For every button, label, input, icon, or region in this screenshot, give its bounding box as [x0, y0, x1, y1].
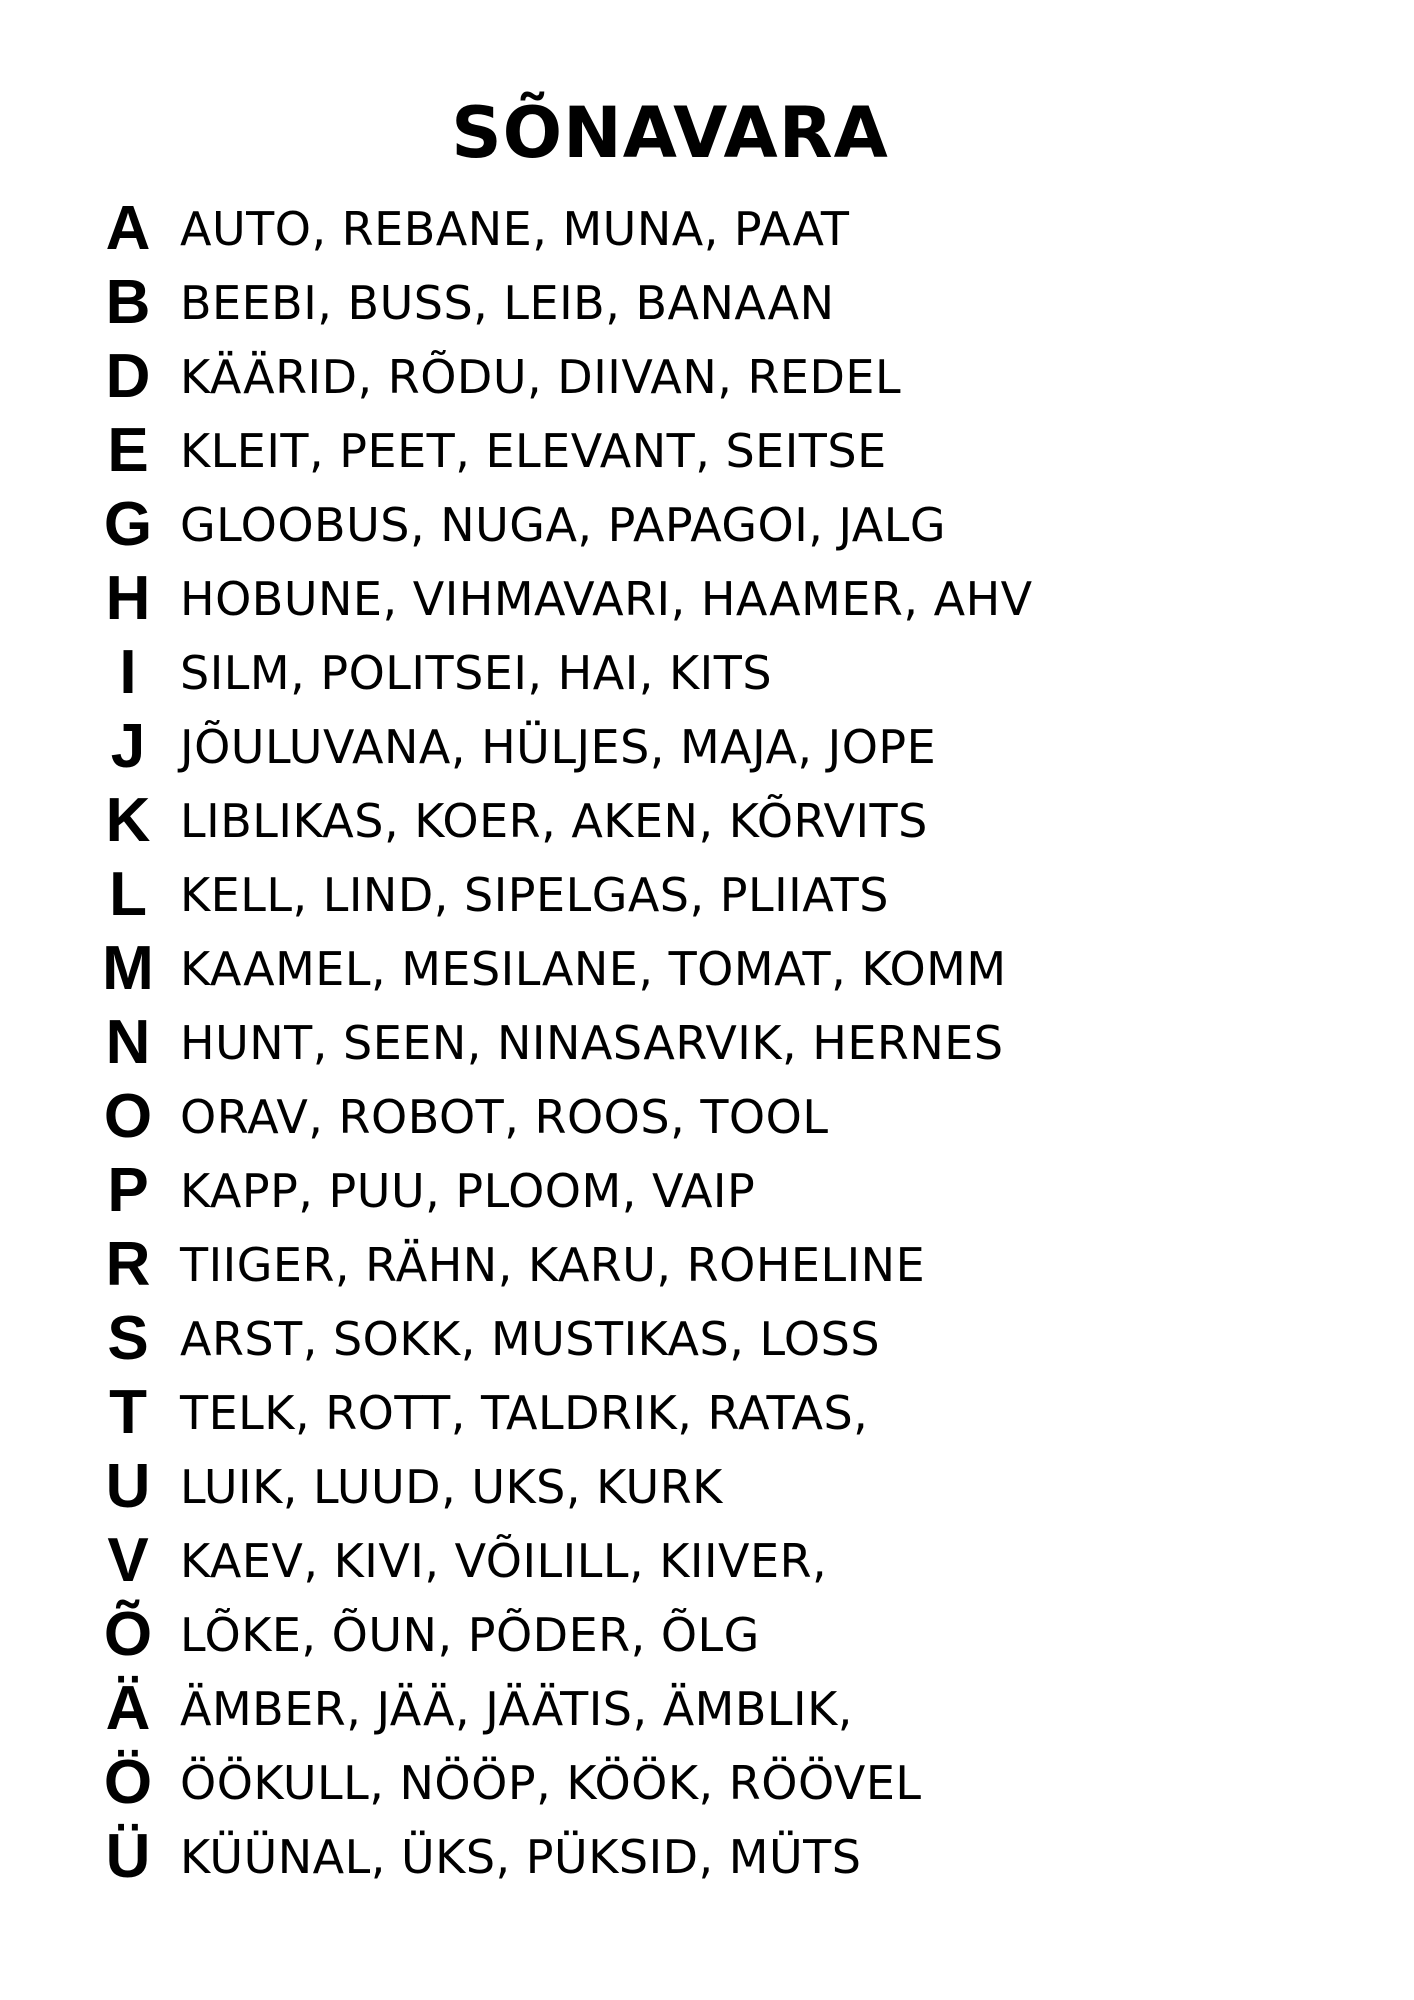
row-words: KLEIT, PEET, ELEVANT, SEITSE: [180, 424, 887, 478]
row-words: KELL, LIND, SIPELGAS, PLIIATS: [180, 868, 889, 922]
row-letter: P: [107, 1156, 149, 1225]
row-letter: S: [107, 1304, 149, 1373]
row-letter: L: [109, 860, 147, 929]
row-words: KÄÄRID, RÕDU, DIIVAN, REDEL: [180, 350, 902, 404]
row-words: TIIGER, RÄHN, KARU, ROHELINE: [180, 1238, 926, 1292]
list-item: [92, 1746, 1033, 1820]
row-letter: I: [119, 638, 137, 707]
list-item: [92, 1006, 1033, 1080]
row-letter: Ö: [103, 1748, 153, 1817]
row-words: KAPP, PUU, PLOOM, VAIP: [180, 1164, 756, 1218]
row-letter: H: [105, 564, 151, 633]
list-item: [92, 414, 1033, 488]
list-item: [92, 858, 1033, 932]
row-letter: M: [102, 934, 154, 1003]
list-item: [92, 1080, 1033, 1154]
row-words: JÕULUVANA, HÜLJES, MAJA, JOPE: [180, 720, 937, 774]
vocabulary-list: [92, 192, 1033, 1894]
page-title: SÕNAVARA: [451, 91, 889, 174]
list-item: [92, 192, 1033, 266]
row-letter: O: [103, 1082, 153, 1151]
row-words: ORAV, ROBOT, ROOS, TOOL: [180, 1090, 829, 1144]
row-letter: E: [107, 416, 149, 485]
list-item: [92, 1450, 1033, 1524]
row-words: KÜÜNAL, ÜKS, PÜKSID, MÜTS: [180, 1830, 862, 1884]
row-words: LÕKE, ÕUN, PÕDER, ÕLG: [180, 1608, 760, 1662]
row-letter: G: [103, 490, 153, 559]
list-item: [92, 1376, 1033, 1450]
row-letter: D: [105, 342, 151, 411]
list-item: [92, 1598, 1033, 1672]
row-words: TELK, ROTT, TALDRIK, RATAS,: [180, 1386, 869, 1440]
list-item: [92, 1672, 1033, 1746]
row-letter: Ü: [105, 1822, 151, 1891]
row-letter: Õ: [103, 1600, 153, 1669]
list-item: [92, 710, 1033, 784]
row-words: ARST, SOKK, MUSTIKAS, LOSS: [180, 1312, 881, 1366]
list-item: [92, 266, 1033, 340]
row-words: KAAMEL, MESILANE, TOMAT, KOMM: [180, 942, 1007, 996]
list-item: [92, 1524, 1033, 1598]
list-item: [92, 562, 1033, 636]
row-words: HOBUNE, VIHMAVARI, HAAMER, AHV: [180, 572, 1033, 626]
list-item: [92, 1820, 1033, 1894]
row-letter: A: [105, 194, 151, 263]
row-words: KAEV, KIVI, VÕILILL, KIIVER,: [180, 1534, 828, 1588]
list-item: [92, 636, 1033, 710]
list-item: [92, 932, 1033, 1006]
list-item: [92, 488, 1033, 562]
row-letter: V: [107, 1526, 149, 1595]
row-letter: T: [109, 1378, 147, 1447]
list-item: [92, 340, 1033, 414]
row-letter: Ä: [105, 1674, 151, 1743]
list-item: [92, 1302, 1033, 1376]
row-letter: N: [105, 1008, 151, 1077]
row-words: ÄMBER, JÄÄ, JÄÄTIS, ÄMBLIK,: [180, 1682, 853, 1736]
row-words: LUIK, LUUD, UKS, KURK: [180, 1460, 723, 1514]
row-words: AUTO, REBANE, MUNA, PAAT: [180, 202, 850, 256]
row-letter: K: [105, 786, 151, 855]
row-letter: J: [110, 712, 146, 781]
row-letter: U: [105, 1452, 151, 1521]
row-words: GLOOBUS, NUGA, PAPAGOI, JALG: [180, 498, 947, 552]
row-letter: R: [105, 1230, 151, 1299]
row-words: LIBLIKAS, KOER, AKEN, KÕRVITS: [180, 794, 928, 848]
list-item: [92, 1154, 1033, 1228]
row-words: SILM, POLITSEI, HAI, KITS: [180, 646, 773, 700]
list-item: [92, 1228, 1033, 1302]
row-letter: B: [105, 268, 151, 337]
list-item: [92, 784, 1033, 858]
row-words: HUNT, SEEN, NINASARVIK, HERNES: [180, 1016, 1004, 1070]
row-words: BEEBI, BUSS, LEIB, BANAAN: [180, 276, 835, 330]
row-words: ÖÖKULL, NÖÖP, KÖÖK, RÖÖVEL: [180, 1756, 922, 1810]
